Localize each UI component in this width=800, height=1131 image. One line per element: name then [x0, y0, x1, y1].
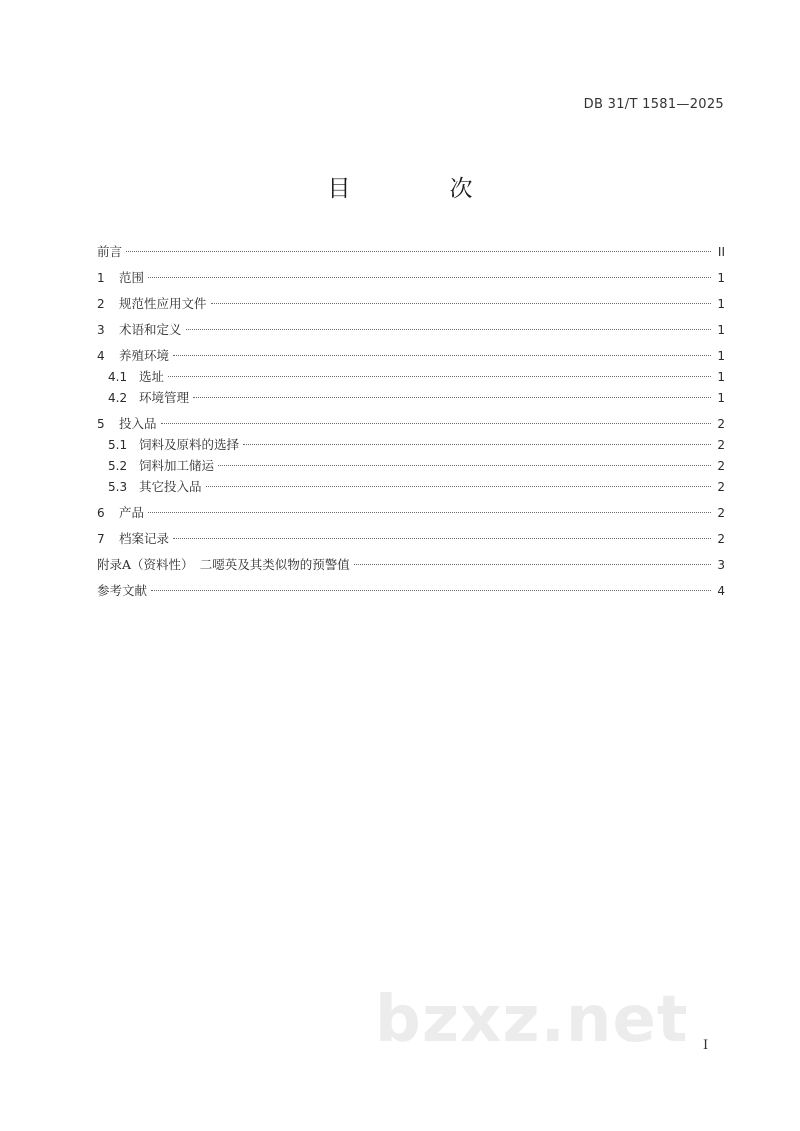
toc-entry-title: 术语和定义: [119, 322, 182, 337]
table-of-contents: [97, 241, 725, 601]
toc-entry-title: 前言: [97, 244, 123, 259]
toc-entry-number: 5.2: [108, 459, 128, 473]
toc-entry-number: 4.1: [108, 370, 128, 384]
page-title: 目 次: [327, 176, 511, 202]
toc-dot-leader: [161, 423, 711, 424]
toc-entry-page: 1: [717, 370, 725, 384]
toc-entry[interactable]: [97, 387, 725, 408]
toc-entry-title: 饲料加工储运: [139, 458, 215, 473]
toc-entry-title: 档案记录: [119, 531, 170, 546]
toc-entry[interactable]: [97, 413, 725, 434]
toc-entry-title: 参考文献: [97, 583, 148, 598]
toc-entry[interactable]: [97, 241, 725, 262]
toc-entry-page: 2: [717, 480, 725, 494]
toc-entry-number: 4: [97, 349, 105, 363]
toc-entry-page: 1: [717, 323, 725, 337]
toc-entry-number: 2: [97, 297, 105, 311]
toc-entry-title: 范围: [119, 270, 145, 285]
toc-entry[interactable]: [97, 267, 725, 288]
toc-entry-number: 6: [97, 506, 105, 520]
toc-entry-title: 其它投入品: [139, 479, 202, 494]
toc-entry[interactable]: [97, 455, 725, 476]
toc-entry-title: 投入品: [119, 416, 157, 431]
toc-entry-page: 1: [717, 349, 725, 363]
toc-dot-leader: [186, 329, 711, 330]
toc-dot-leader: [148, 512, 711, 513]
toc-entry[interactable]: [97, 319, 725, 340]
toc-entry-number: 3: [97, 323, 105, 337]
watermark: bzxz.net: [375, 983, 689, 1057]
toc-dot-leader: [206, 486, 711, 487]
toc-entry-number: 7: [97, 532, 105, 546]
toc-entry-page: 2: [717, 506, 725, 520]
toc-dot-leader: [218, 465, 711, 466]
toc-entry-title: 养殖环境: [119, 348, 170, 363]
toc-entry-number: 5: [97, 417, 105, 431]
toc-entry-page: 2: [717, 417, 725, 431]
toc-dot-leader: [151, 590, 711, 591]
toc-entry-page: 1: [717, 391, 725, 405]
toc-dot-leader: [211, 303, 711, 304]
toc-entry[interactable]: [97, 434, 725, 455]
toc-entry-page: 1: [717, 297, 725, 311]
toc-entry[interactable]: [97, 502, 725, 523]
toc-entry-title: 规范性应用文件: [119, 296, 207, 311]
toc-dot-leader: [173, 355, 711, 356]
toc-entry-title: 环境管理: [139, 390, 190, 405]
toc-entry-title: 选址: [139, 369, 165, 384]
toc-entry-title: 产品: [119, 505, 145, 520]
toc-entry-page: II: [717, 245, 725, 259]
toc-entry-page: 2: [717, 459, 725, 473]
toc-entry[interactable]: [97, 554, 725, 575]
toc-entry-title: 附录A（资料性） 二噁英及其类似物的预警值: [97, 557, 350, 572]
toc-dot-leader: [173, 538, 711, 539]
toc-entry[interactable]: [97, 293, 725, 314]
toc-entry-page: 2: [717, 532, 725, 546]
toc-dot-leader: [148, 277, 711, 278]
toc-entry-number: 1: [97, 271, 105, 285]
toc-dot-leader: [126, 251, 711, 252]
toc-entry[interactable]: [97, 580, 725, 601]
toc-dot-leader: [243, 444, 711, 445]
toc-entry-number: 5.3: [108, 480, 128, 494]
toc-entry-page: 3: [717, 558, 725, 572]
toc-dot-leader: [354, 564, 711, 565]
document-code: DB 31/T 1581—2025: [583, 97, 724, 112]
toc-dot-leader: [193, 397, 711, 398]
toc-entry-number: 5.1: [108, 438, 128, 452]
toc-entry[interactable]: [97, 528, 725, 549]
page-number: I: [703, 1038, 709, 1053]
toc-dot-leader: [168, 376, 711, 377]
toc-entry[interactable]: [97, 366, 725, 387]
toc-entry-title: 饲料及原料的选择: [139, 437, 240, 452]
toc-entry[interactable]: [97, 476, 725, 497]
toc-entry[interactable]: [97, 345, 725, 366]
toc-entry-page: 2: [717, 438, 725, 452]
toc-entry-page: 1: [717, 271, 725, 285]
toc-entry-page: 4: [717, 584, 725, 598]
toc-entry-number: 4.2: [108, 391, 128, 405]
